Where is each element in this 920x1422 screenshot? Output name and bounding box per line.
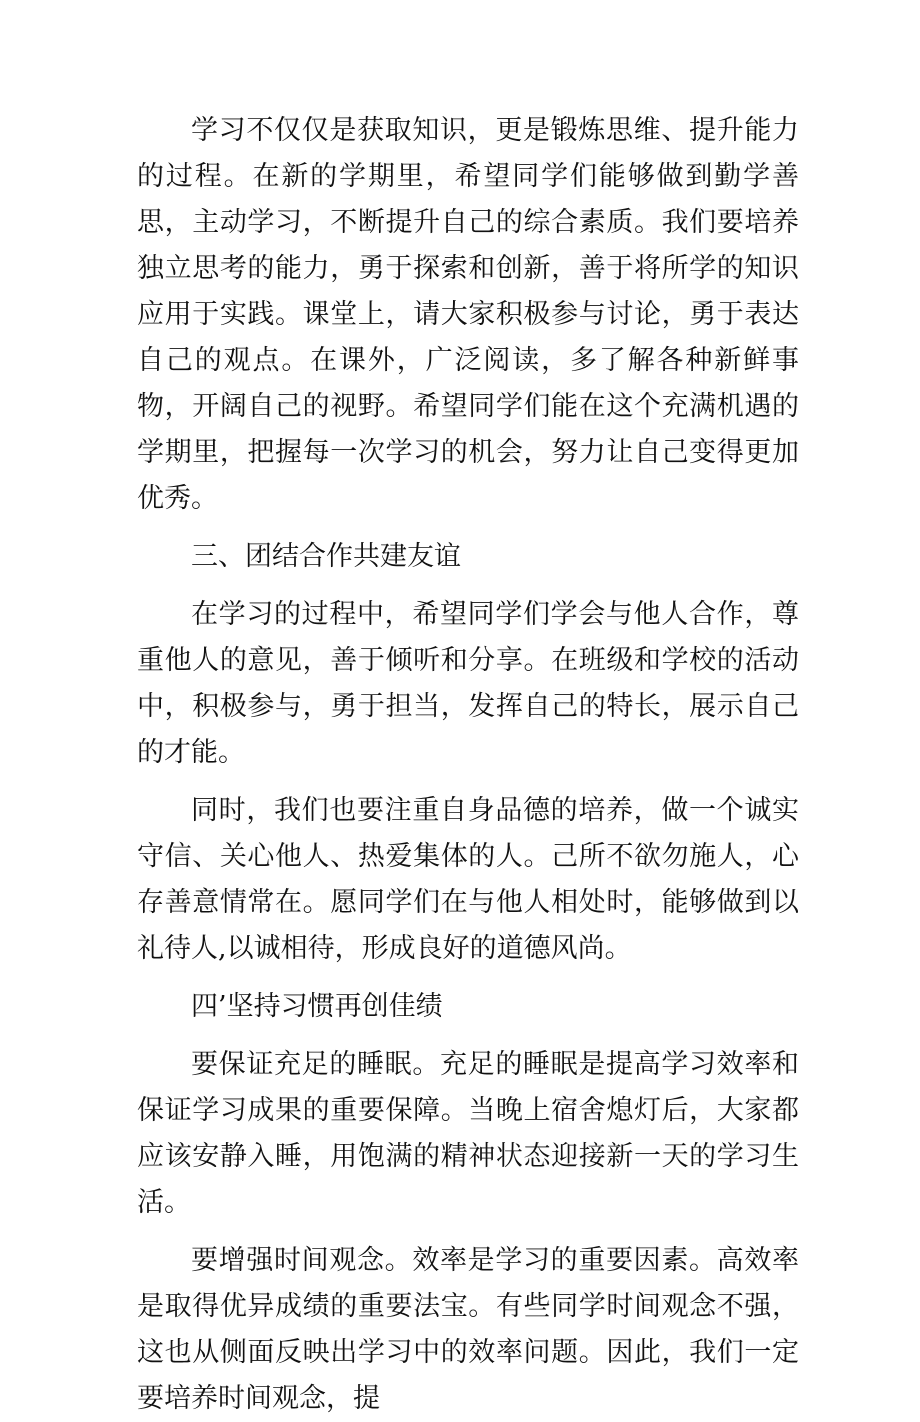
document-body <box>137 108 799 1422</box>
section-heading-four: 四’坚持习惯再创佳绩 <box>191 991 443 1022</box>
paragraph-sleep: 要保证充足的睡眠。充足的睡眠是提高学习效率和保证学习成果的重要保障。当晚上宿舍熄灯后，大家都应该安静入睡，用饱满的精神状态迎接新一天的学习生活。 <box>137 1049 799 1218</box>
section-heading-three: 三、团结合作共建友谊 <box>191 541 461 572</box>
paragraph-cooperation: 在学习的过程中，希望同学们学会与他人合作，尊重他人的意见，善于倾听和分享。在班级和学校的活动中，积极参与，勇于担当，发挥自己的特长，展示自己的才能。 <box>137 599 799 768</box>
paragraph-morality: 同时，我们也要注重自身品德的培养，做一个诚实守信、关心他人、热爱集体的人。己所不欲勿施人，心存善意情常在。愿同学们在与他人相处时，能够做到以礼待人,以诚相待，形成良好的道德风尚。 <box>137 795 799 964</box>
paragraph-study-process: 学习不仅仅是获取知识，更是锻炼思维、提升能力的过程。在新的学期里，希望同学们能够做到勤学善思，主动学习，不断提升自己的综合素质。我们要培养独立思考的能力，勇于探索和创新，善于将所学的知识应用于实践。课堂上，请大家积极参与讨论，勇于表达自己的观点。在课外，广泛阅读，多了解各种新鲜事物，开阔自己的视野。希望同学们能在这个充满机遇的学期里，把握每一次学习的机会，努力让自己变得更加优秀。 <box>137 115 799 514</box>
paragraph-time: 要增强时间观念。效率是学习的重要因素。高效率是取得优异成绩的重要法宝。有些同学时间观念不强，这也从侧面反映出学习中的效率问题。因此，我们一定要培养时间观念，提 <box>137 1245 799 1414</box>
